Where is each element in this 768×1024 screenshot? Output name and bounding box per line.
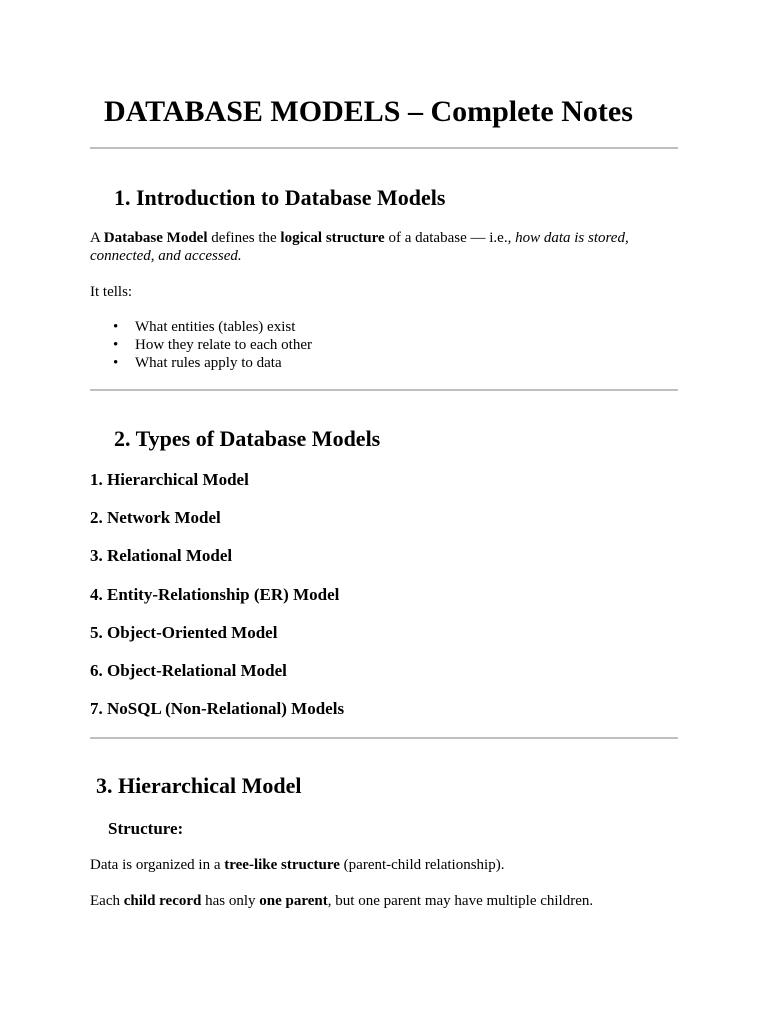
bold-term: tree-like structure	[224, 857, 340, 873]
text: A	[90, 230, 104, 246]
list-item	[90, 318, 312, 336]
bullet-icon: •	[113, 337, 119, 353]
text: has only	[201, 893, 260, 909]
section-3-heading: 3. Hierarchical Model	[96, 773, 302, 798]
section-1-intro-paragraph	[90, 229, 650, 265]
bullet-icon: •	[113, 355, 119, 371]
text: (parent-child relationship).	[339, 857, 505, 873]
section-1-it-tells: It tells:	[90, 284, 133, 300]
section-1-bullet-list	[90, 318, 312, 372]
model-type-item: 5. Object-Oriented Model	[90, 623, 278, 642]
list-item	[90, 336, 312, 354]
bold-term: one parent	[259, 893, 328, 909]
list-item-text: How they relate to each other	[135, 337, 313, 353]
list-item-text: What entities (tables) exist	[135, 319, 296, 335]
page-title: DATABASE MODELS – Complete Notes	[104, 95, 633, 128]
model-type-item: 7. NoSQL (Non-Relational) Models	[90, 699, 345, 718]
bullet-icon: •	[113, 319, 119, 335]
divider	[90, 147, 678, 149]
list-item	[90, 354, 312, 372]
bold-term: child record	[123, 893, 202, 909]
divider	[90, 389, 678, 391]
text: defines the	[207, 230, 281, 246]
section-3-paragraph-1	[90, 856, 650, 874]
italic-text: how data is stored, connected, and accessed.	[90, 230, 629, 264]
section-3-paragraph-2	[90, 892, 650, 910]
text: Data is organized in a	[90, 857, 225, 873]
bold-term: logical structure	[280, 230, 385, 246]
model-type-item: 6. Object-Relational Model	[90, 661, 287, 680]
section-2-heading: 2. Types of Database Models	[114, 426, 381, 451]
model-type-item: 1. Hierarchical Model	[90, 470, 249, 489]
section-1-heading: 1. Introduction to Database Models	[114, 185, 446, 210]
model-type-item: 3. Relational Model	[90, 546, 233, 565]
list-item-text: What rules apply to data	[135, 355, 282, 371]
text: , but one parent may have multiple children.	[327, 893, 594, 909]
model-type-item: 2. Network Model	[90, 508, 221, 527]
text: of a database — i.e.,	[384, 230, 516, 246]
bold-term: Database Model	[103, 230, 208, 246]
model-type-item: 4. Entity-Relationship (ER) Model	[90, 585, 340, 604]
structure-subheading: Structure:	[108, 819, 184, 838]
text: Each	[90, 893, 124, 909]
divider	[90, 737, 678, 739]
